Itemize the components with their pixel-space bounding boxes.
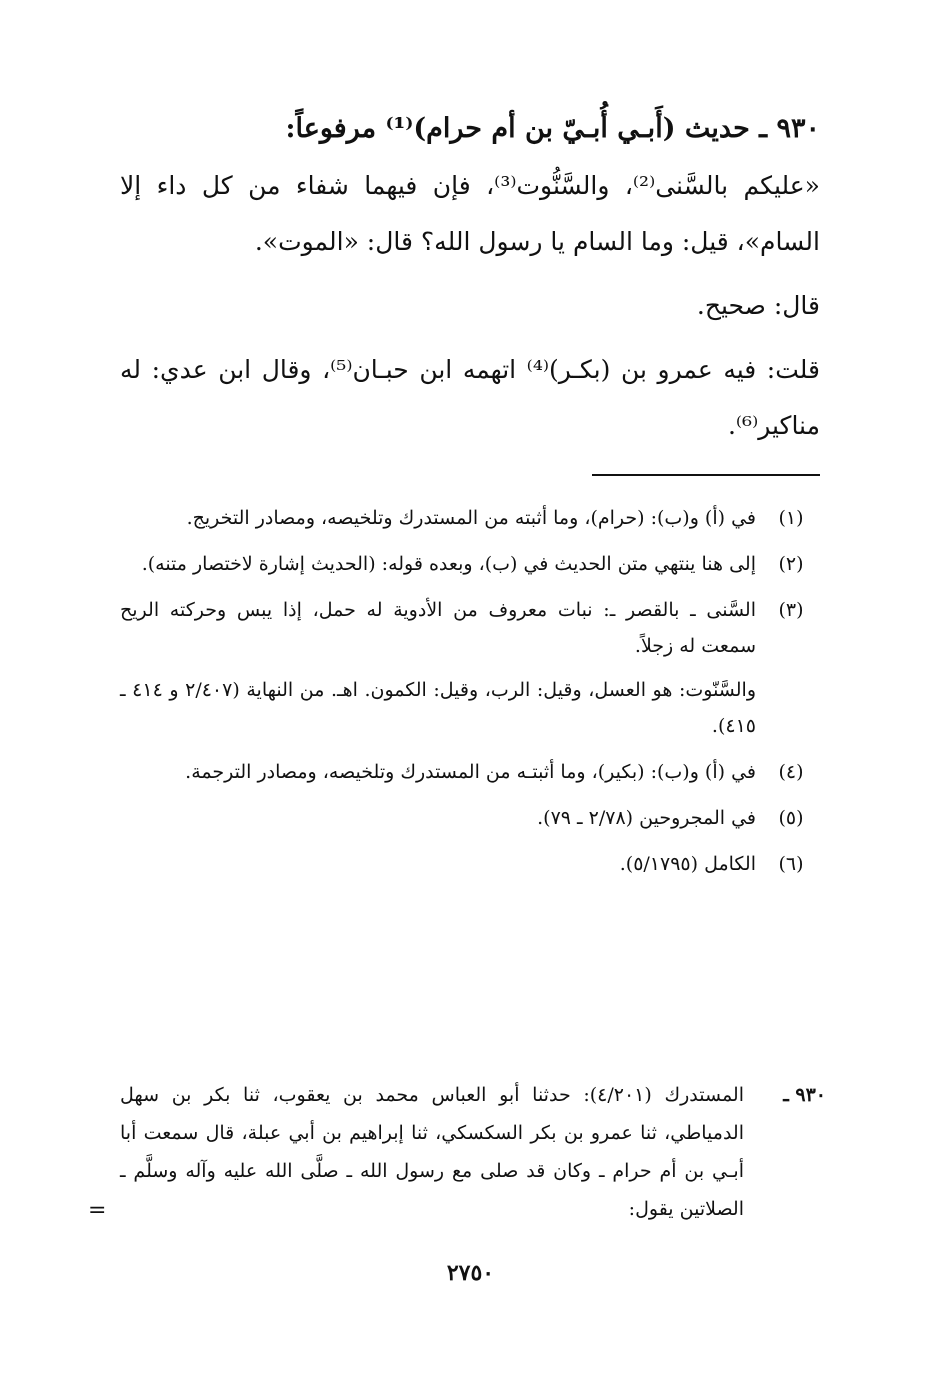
footnote-text: في (أ) و(ب): (حرام)، وما أثبته من المستدرك وتلخيصه، ومصادر التخريج. — [186, 507, 756, 529]
hadith-entry — [120, 100, 820, 454]
footnote-number: (٤) — [778, 761, 804, 783]
footnote-text: السَّنى ـ بالقصر ـ: نبات معروف من الأدوية له حمل، إذا يبس وحركته الريح سمعت له زجلاً. — [120, 599, 756, 657]
source-number: ٩٣٠ ـ — [783, 1084, 826, 1106]
footnote-text: إلى هنا ينتهي متن الحديث في (ب)، وبعده قوله: (الحديث إشارة لاختصار متنه). — [141, 553, 756, 575]
grading-statement: قال: صحيح. — [696, 291, 820, 320]
footnote-number: (٣) — [778, 599, 804, 621]
footnote — [120, 846, 826, 882]
source-reference — [120, 1076, 826, 1228]
footnote-number: (٦) — [778, 853, 804, 875]
source-text: المستدرك (٤/٢٠١): حدثنا أبو العباس محمد بن يعقوب، ثنا بكر بن سهل الدمياطي، ثنا عمرو بن بكر السكسكي، ثنا إبراهيم بن أبي عبلة، قال سمعت أبا أبـي بن أم حرام ـ وكان قد صلى مع رسول الله ـ صلَّى الله عليه وآله وسلَّم ـ الصلاتين يقول: — [120, 1084, 745, 1220]
footnotes — [120, 500, 826, 892]
footnote-text: في المجروحين (٢/٧٨ ـ ٧٩). — [537, 807, 756, 829]
footnote — [120, 754, 826, 790]
footnote-text: في (أ) و(ب): (بكير)، وما أثبتـه من المستدرك وتلخيصه، ومصادر الترجمة. — [185, 761, 756, 783]
hadith-text: «عليكم بالسَّنى⁽²⁾، والسَّنُّوت⁽³⁾، فإن فيهما شفاء من كل داء إلا السام»، قيل: وما السام يا رسول الله؟ قال: «الموت». — [120, 171, 820, 256]
commentary: قلت: فيه عمرو بن (بكـر)⁽⁴⁾ اتهمه ابن حبـان⁽⁵⁾، وقال ابن عدي: له مناكير⁽⁶⁾. — [120, 355, 820, 440]
footnote-number: (٥) — [778, 807, 804, 829]
footnote — [120, 546, 826, 582]
footnote — [120, 592, 826, 744]
continuation-mark: = — [88, 1198, 107, 1223]
hadith-heading: ٩٣٠ ـ حديث (أَبـي أُبـيّ بن أم حرام)⁽¹⁾ مرفوعاً: — [285, 113, 820, 144]
footnote-number: (١) — [778, 507, 804, 529]
footnote — [120, 800, 826, 836]
footnote-text: والسَّنّوت: هو العسل، وقيل: الرب، وقيل: الكمون. اهـ. من النهاية (٢/٤٠٧ و ٤١٤ ـ ٤١٥). — [120, 679, 757, 737]
footnote-number: (٢) — [778, 553, 804, 575]
footnote-separator — [592, 474, 820, 476]
footnote-text: الكامل (٥/١٧٩٥). — [619, 853, 756, 875]
page-number: ٢٧٥٠ — [446, 1260, 495, 1286]
footnote — [120, 500, 826, 536]
